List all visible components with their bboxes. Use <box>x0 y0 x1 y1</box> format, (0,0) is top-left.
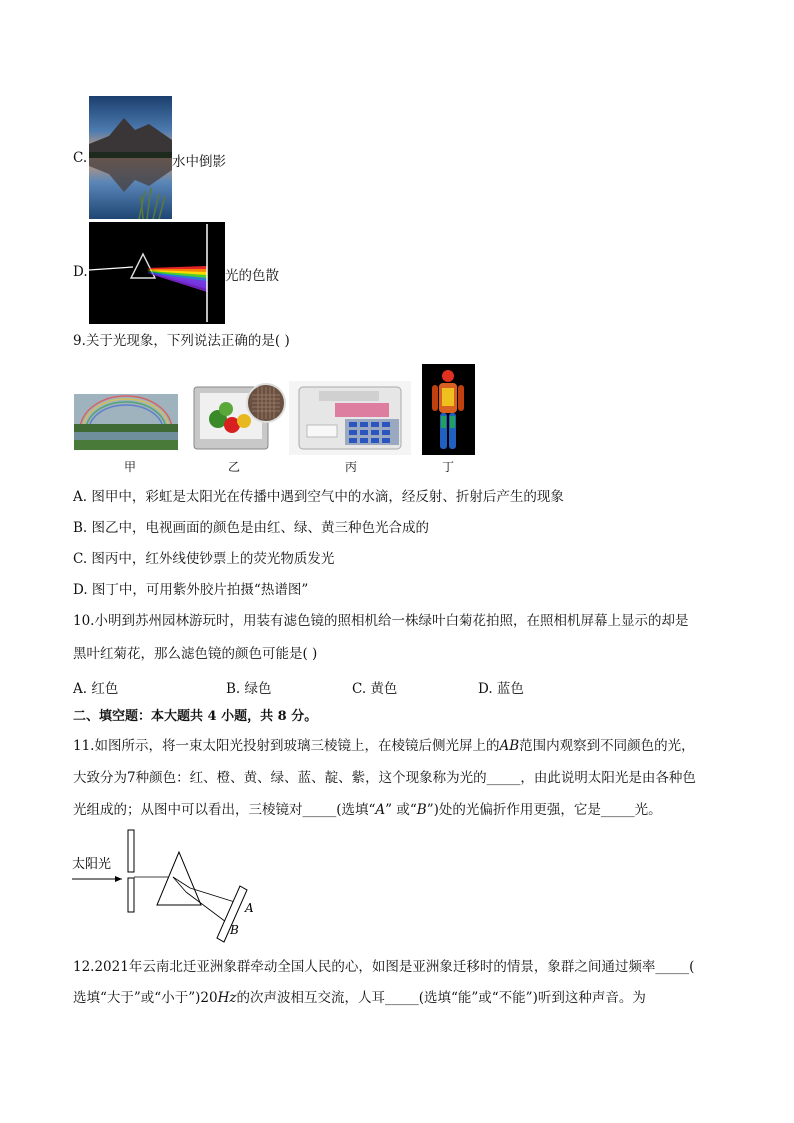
q10-option-a: A. 红色 <box>73 681 119 697</box>
caption-yi: 乙 <box>228 460 241 474</box>
q11-var-ab: AB <box>499 738 520 754</box>
q12-line-2 <box>73 989 646 1007</box>
q11-line-1 <box>73 737 695 755</box>
tv-photo <box>192 383 286 453</box>
q9-option-c: C. 图丙中，红外线使钞票上的荧光物质发光 <box>73 551 335 567</box>
q11-var-b: B <box>416 802 427 818</box>
prism-dispersion-photo <box>89 222 225 324</box>
q9-option-a: A. 图甲中，彩虹是太阳光在传播中遇到空气中的水滴，经反射、折射后产生的现象 <box>73 489 564 505</box>
q9-option-b: B. 图乙中，电视画面的颜色是由红、绿、黄三种色光合成的 <box>73 520 430 536</box>
tv-image <box>192 383 286 453</box>
q10-line-1: 10.小明到苏州园林游玩时，用装有滤色镜的照相机给一株绿叶白菊花拍照，在照相机屏幕上显示的却是 <box>73 613 689 629</box>
slit-upper <box>128 830 134 872</box>
counterfeit-detector-image <box>289 381 411 455</box>
triangular-prism <box>157 852 201 905</box>
sun-light-label: 太阳光 <box>72 857 112 872</box>
q10-line-2: 黑叶红菊花，那么滤色镜的颜色可能是( ) <box>73 646 318 662</box>
rainbow-image <box>74 394 178 450</box>
q12-var-hz: Hz <box>217 990 237 1006</box>
q11-line-1-b: 范围内观察到不同颜色的光， <box>519 738 695 754</box>
caption-bing: 丙 <box>345 460 358 474</box>
q12-line-2-a: 选填“大于”或“小于”)20 <box>73 990 218 1006</box>
q11-prism-diagram <box>70 828 270 946</box>
rainbow-photo <box>74 394 178 450</box>
q10-options <box>73 677 713 695</box>
q11-line-3-mid: ” 或“ <box>385 802 417 818</box>
q11-line-3-b: ”)处的光偏折作用更强，它是_____光。 <box>426 802 662 818</box>
reflection-image <box>89 96 172 219</box>
option-d-caption: 光的色散 <box>225 268 279 284</box>
reflection-photo <box>89 96 172 219</box>
q11-line-2: 大致分为7种颜色：红、橙、黄、绿、蓝、靛、紫，这个现象称为光的_____，由此说明太阳光是由各种色 <box>73 770 696 786</box>
q9-stem: 9.关于光现象，下列说法正确的是( ) <box>73 333 290 349</box>
label-b: B <box>230 923 239 937</box>
arrow-head-icon <box>115 876 122 882</box>
q12-line-2-b: 的次声波相互交流，人耳_____(选填“能”或“不能”)听到这种声音。为 <box>236 990 646 1006</box>
q11-var-a: A <box>375 802 386 818</box>
q11-line-3-a: 光组成的；从图中可以看出，三棱镜对_____(选填“ <box>73 802 376 818</box>
option-d-letter: D. <box>73 264 88 280</box>
caption-jia: 甲 <box>124 460 137 474</box>
option-c-letter: C. <box>73 150 88 166</box>
q10-option-d: D. 蓝色 <box>478 681 524 697</box>
q10-option-c: C. 黄色 <box>352 681 398 697</box>
prism-dispersion-image <box>89 222 225 324</box>
q10-option-b: B. 绿色 <box>226 681 272 697</box>
thermal-image <box>422 364 475 455</box>
counterfeit-detector-photo <box>289 381 411 455</box>
slit-lower <box>128 878 134 912</box>
q11-line-1-a: 11.如图所示，将一束太阳光投射到玻璃三棱镜上，在棱镜后侧光屏上的 <box>73 738 500 754</box>
thermal-image-photo <box>422 364 475 455</box>
option-c-caption: 水中倒影 <box>172 154 226 170</box>
ray-to-b <box>186 892 230 925</box>
label-a: A <box>245 901 254 915</box>
caption-ding: 丁 <box>442 460 455 474</box>
q12-line-1: 12.2021年云南北迁亚洲象群牵动全国人民的心，如图是亚洲象迁移时的情景，象群之间通过频率_____( <box>73 959 695 975</box>
section-heading: 二、填空题：本大题共 4 小题，共 8 分。 <box>73 709 318 724</box>
q9-option-d: D. 图丁中，可用紫外胶片拍摄“热谱图” <box>73 582 309 598</box>
q11-line-3 <box>73 801 662 819</box>
